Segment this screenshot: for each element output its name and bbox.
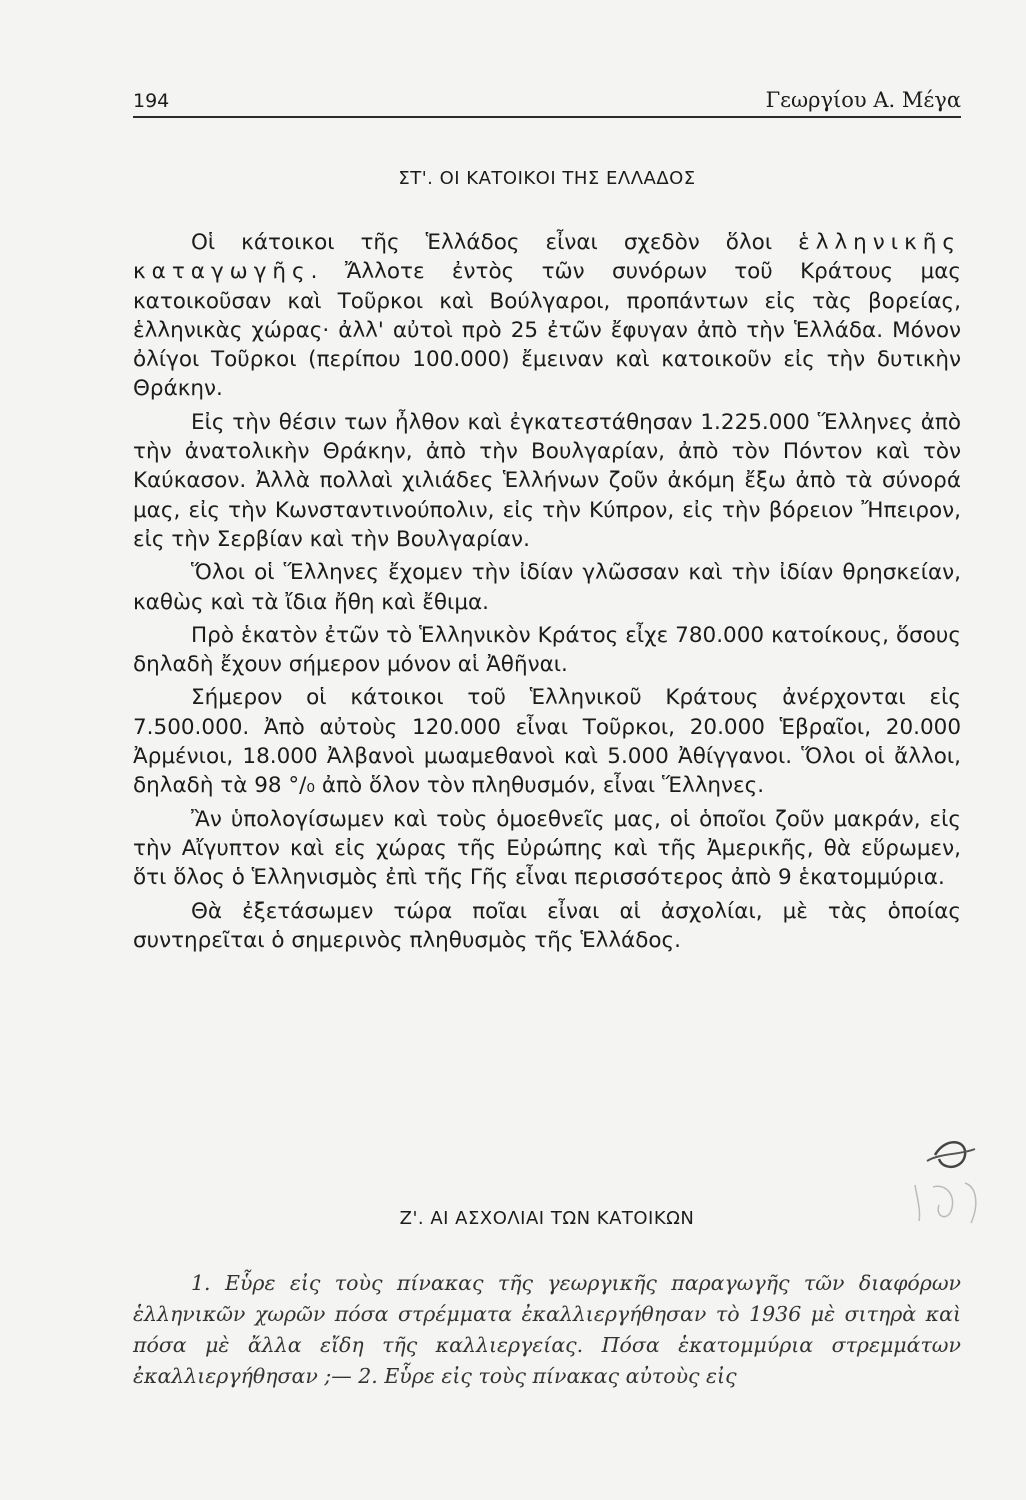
page-number: 194 [133, 90, 170, 112]
paragraph: Πρὸ ἑκατὸν ἐτῶν τὸ Ἑλληνικὸν Κράτος εἶχε 780.000 κατοίκους, ὅσους δηλαδὴ ἔχουν σήμερον μόνον αἱ Ἀθῆναι. [133, 622, 961, 678]
emphasis-text: ἑλληνικῆς καταγωγῆς [133, 230, 961, 285]
section-title-occupations: Ζ'. ΑΙ ΑΣΧΟΛΙΑΙ ΤΩΝ ΚΑΤΟΙΚΩΝ [399, 1208, 695, 1229]
exercise-text [133, 1268, 961, 1392]
paragraph: Ἂν ὑπολογίσωμεν καὶ τοὺς ὁμοεθνεῖς μας, οἱ ὁποῖοι ζοῦν μακράν, εἰς τὴν Αἴγυπτον καὶ εἰς χώρας τῆς Εὐρώπης καὶ τῆς Ἀμερικῆς, θὰ εὕρωμεν, ὅτι ὅλος ὁ Ἑλληνισμὸς ἐπὶ τῆς Γῆς εἶναι περισσότερος ἀπὸ 9 ἑκατομμύρια. [133, 806, 961, 891]
paragraph: Σήμερον οἱ κάτοικοι τοῦ Ἑλληνικοῦ Κράτους ἀνέρχονται εἰς 7.500.000. Ἀπὸ αὐτοὺς 120.000 εἶναι Τοῦρκοι, 20.000 Ἑβραῖοι, 20.000 Ἀρμένιοι, 18.000 Ἀλβανοὶ μωαμεθανοὶ καὶ 5.000 Ἀθίγγανοι. Ὅλοι οἱ ἄλλοι, δηλαδὴ τὰ 98 °/₀ ἀπὸ ὅλον τὸν πληθυσμόν, εἶναι Ἕλληνες. [133, 685, 961, 799]
running-head: Γεωργίου Α. Μέγα [765, 88, 961, 112]
paragraph-text: Οἱ κάτοικοι τῆς Ἑλλάδος εἶναι σχεδὸν ὅλοι [191, 230, 799, 255]
exercise-paragraph: 1. Εὗρε εἰς τοὺς πίνακας τῆς γεωργικῆς παραγωγῆς τῶν διαφόρων ἑλληνικῶν χωρῶν πόσα στρέμματα ἐκαλλιεργήθησαν τὸ 1936 μὲ σιτηρὰ καὶ πόσα μὲ ἄλλα εἴδη τῆς καλλιεργείας. Πόσα ἑκατομμύρια στρεμμάτων ἐκαλλιεργήθησαν ;— 2. Εὗρε εἰς τοὺς πίνακας αὐτοὺς εἰς [133, 1271, 961, 1388]
handwritten-mark-icon [905, 1125, 995, 1235]
paragraph: Θὰ ἐξετάσωμεν τώρα ποῖαι εἶναι αἱ ἀσχολίαι, μὲ τὰς ὁποίας συντηρεῖται ὁ σημερινὸς πληθυσμὸς τῆς Ἑλλάδος. [133, 898, 961, 953]
section-title-inhabitants: ΣΤ'. ΟΙ ΚΑΤΟΙΚΟΙ ΤΗΣ ΕΛΛΑΔΟΣ [398, 168, 696, 189]
paragraph: Εἰς τὴν θέσιν των ἦλθον καὶ ἐγκατεστάθησαν 1.225.000 Ἕλληνες ἀπὸ τὴν ἀνατολικὴν Θράκην, ἀπὸ τὴν Βουλγαρίαν, ἀπὸ τὸν Πόντον καὶ τὸν Καύκασον. Ἀλλὰ πολλαὶ χιλιάδες Ἑλλήνων ζοῦν ἀκόμη ἔξω ἀπὸ τὰ σύνορά μας, εἰς τὴν Κωνσταντινούπολιν, εἰς τὴν Κύπρον, εἰς τὴν βόρειον Ἤπειρον, εἰς τὴν Σερβίαν καὶ τὴν Βουλγαρίαν. [133, 409, 961, 552]
paragraph-text: . Ἄλλοτε ἐντὸς τῶν συνόρων τοῦ Κράτους μας κατοικοῦσαν καὶ Τοῦρκοι καὶ Βούλγαροι, προπάντων εἰς τὰς βορείας, ἑλληνικὰς χώρας· ἀλλ' αὐτοὶ πρὸ 25 ἐτῶν ἔφυγαν ἀπὸ τὴν Ἑλλάδα. Μόνον ὀλίγοι Τοῦρκοι (περίπου 100.000) ἔμειναν καὶ κατοικοῦν εἰς τὴν δυτικὴν Θράκην. [133, 259, 961, 402]
paragraph: Ὅλοι οἱ Ἕλληνες ἔχομεν τὴν ἰδίαν γλῶσσαν καὶ τὴν ἰδίαν θρησκείαν, καθὼς καὶ τὰ ἴδια ἤθη καὶ ἔθιμα. [133, 560, 961, 615]
paragraph [133, 228, 961, 404]
section-body-inhabitants [133, 228, 961, 959]
page-header [133, 82, 961, 118]
